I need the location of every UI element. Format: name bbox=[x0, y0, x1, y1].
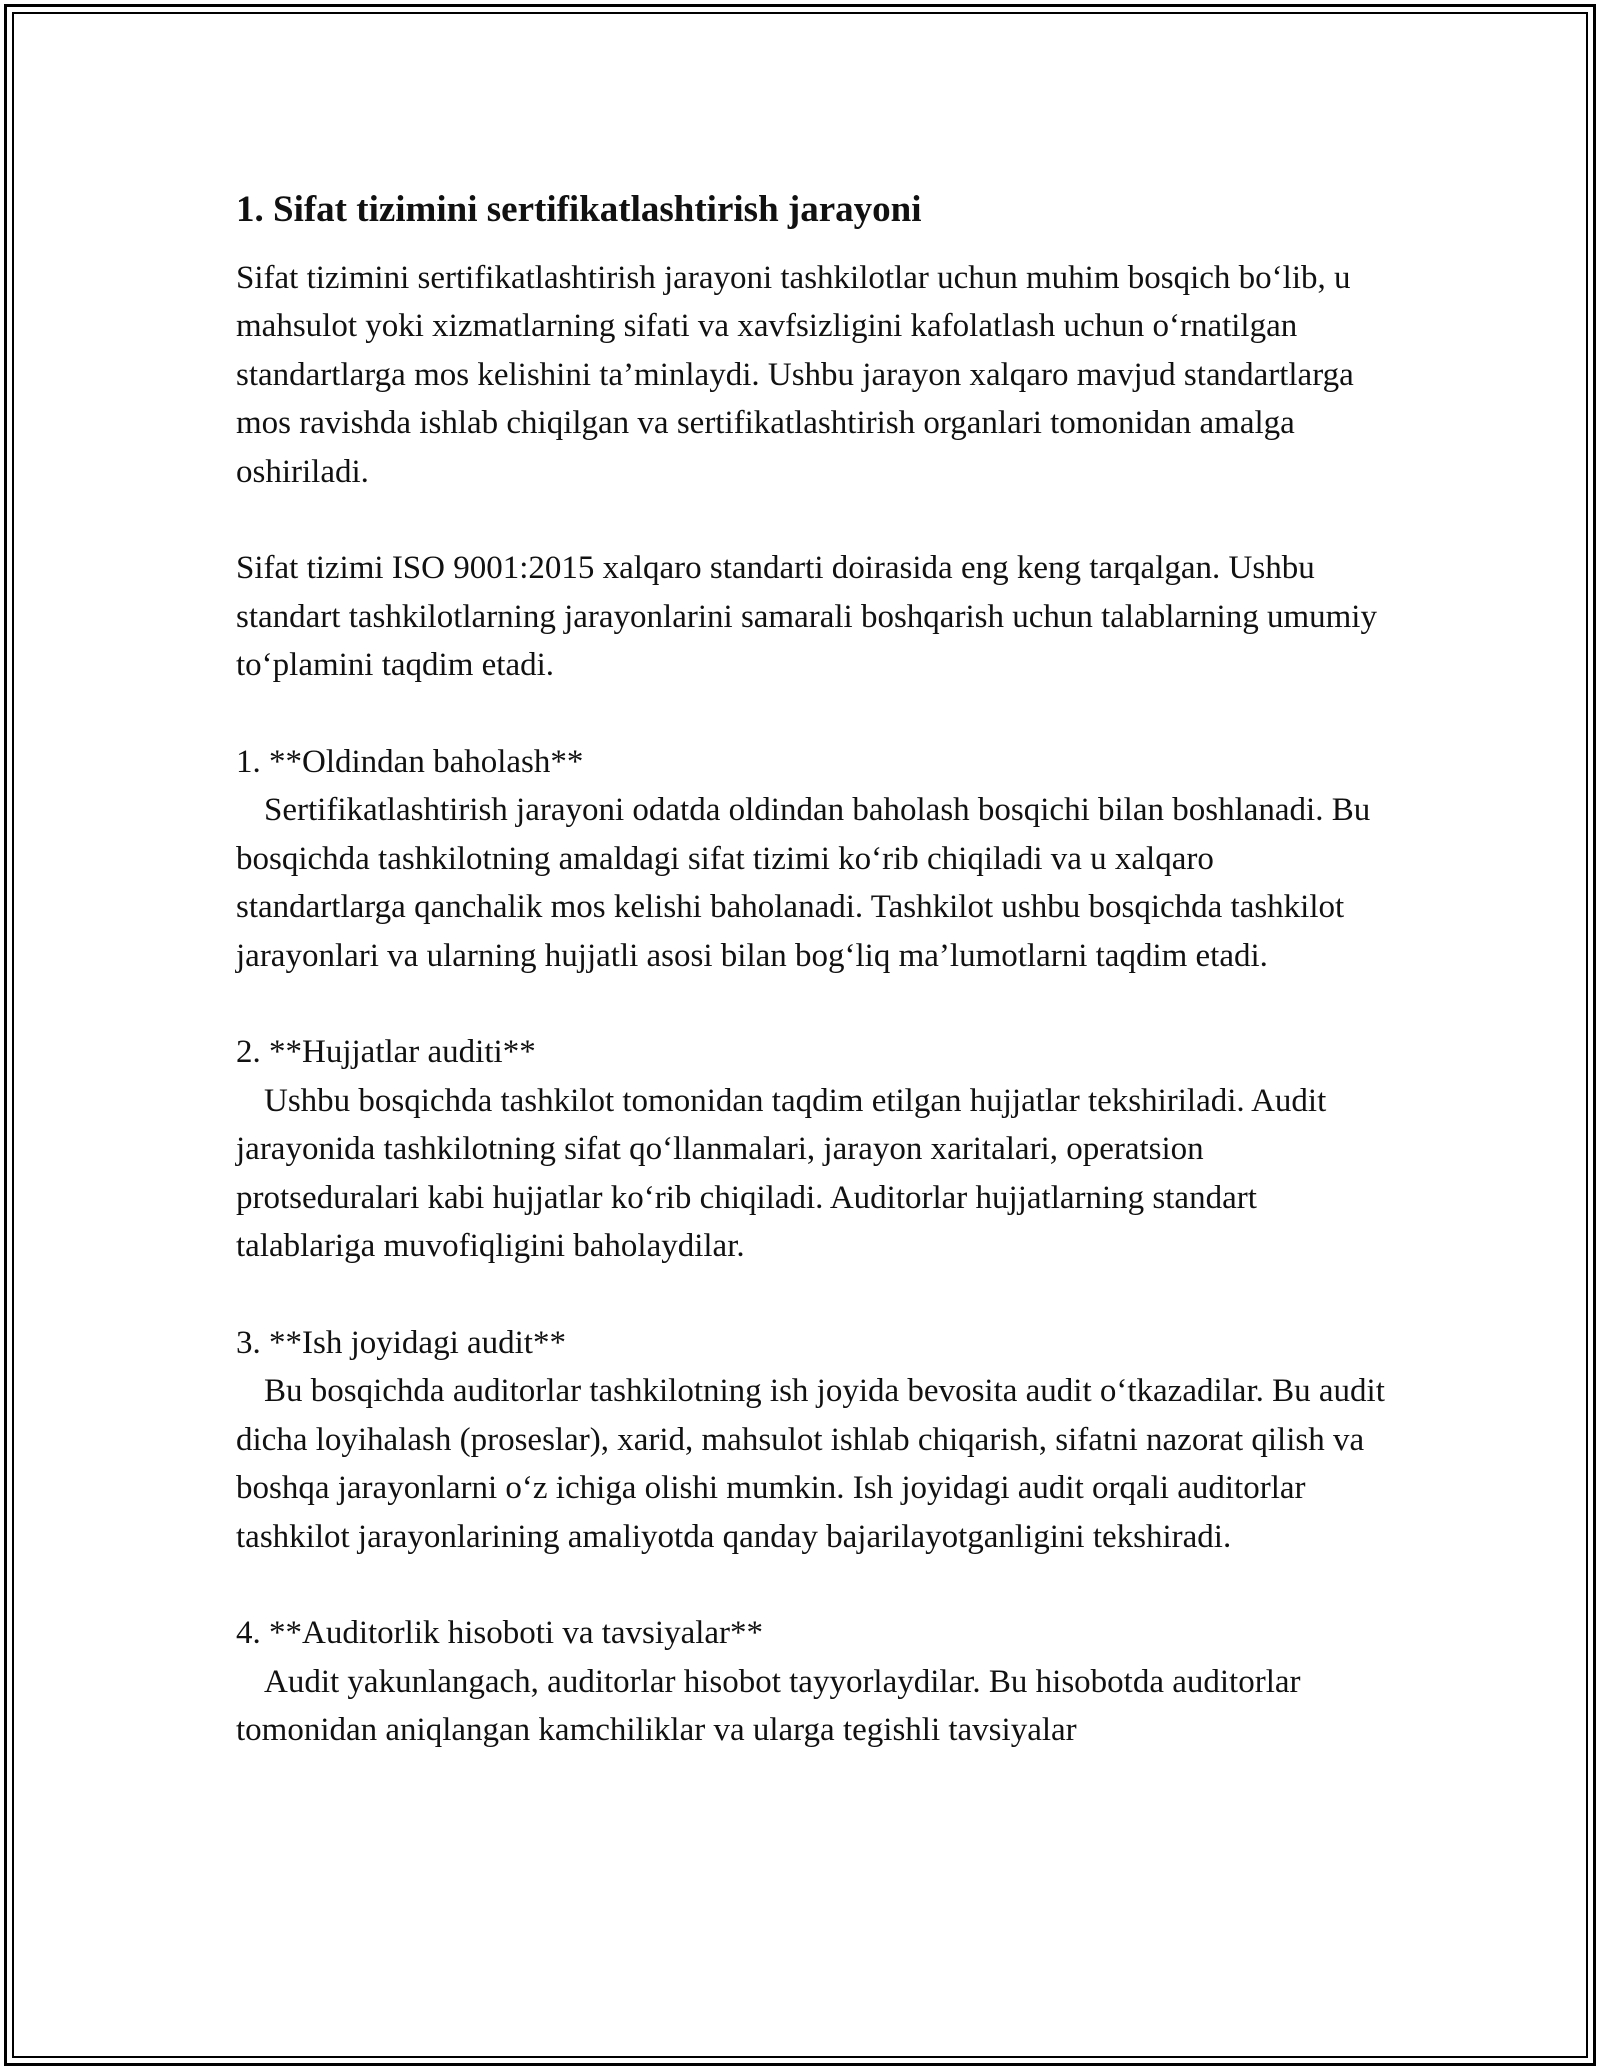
step-title-audit-report: 4. **Auditorlik hisoboti va tavsiyalar** bbox=[236, 1615, 764, 1652]
step-title-onsite-audit: 3. **Ish joyidagi audit** bbox=[236, 1324, 566, 1361]
step-title-document-audit: 2. **Hujjatlar auditi** bbox=[236, 1034, 536, 1071]
section-heading: 1. Sifat tizimini sertifikatlashtirish jarayoni bbox=[236, 189, 922, 230]
step-body-document-audit: Ushbu bosqichda tashkilot tomonidan taqdim etilgan hujjatlar tekshiriladi. Audit jarayonida tashkilotning sifat qo‘llanmalari, jarayon xaritalari, operatsion protseduralari kabi hujjatlar ko‘rib chiqiladi. Auditorlar hujjatlarning standart talablariga muvofiqligini baholaydilar. bbox=[236, 1082, 1327, 1265]
iso-paragraph: Sifat tizimi ISO 9001:2015 xalqaro standarti doirasida eng keng tarqalgan. Ushbu standart tashkilotlarning jarayonlarini samarali boshqarish uchun talablarning umumiy to‘plamini taqdim etadi. bbox=[236, 550, 1377, 684]
intro-paragraph: Sifat tizimini sertifikatlashtirish jarayoni tashkilotlar uchun muhim bosqich bo‘lib, u mahsulot yoki xizmatlarning sifati va xavfsizligini kafolatlash uchun o‘rnatilgan standartlarga mos kelishini ta’minlaydi. Ushbu jarayon xalqaro mavjud standartlarga mos ravishda ishlab chiqilgan va sertifikatlashtirish organlari tomonidan amalga oshiriladi. bbox=[236, 260, 1354, 490]
step-body-audit-report: Audit yakunlangach, auditorlar hisobot tayyorlaydilar. Bu hisobotda auditorlar tomonidan aniqlangan kamchiliklar va ularga tegishli tavsiyalar bbox=[236, 1663, 1301, 1749]
document-content bbox=[236, 186, 1386, 1755]
step-body-onsite-audit: Bu bosqichda auditorlar tashkilotning ish joyida bevosita audit o‘tkazadilar. Bu audit dicha loyihalash (proseslar), xarid, mahsulot ishlab chiqarish, sifatni nazorat qilish va boshqa jarayonlarni o‘z ichiga olishi mumkin. Ish joyidagi audit orqali auditorlar tashkilot jarayonlarining amaliyotda qanday bajarilayotganligini tekshiradi. bbox=[236, 1373, 1385, 1555]
step-body-pre-assessment: Sertifikatlashtirish jarayoni odatda oldindan baholash bosqichi bilan boshlanadi. Bu bosqichda tashkilotning amaldagi sifat tizimi ko‘rib chiqiladi va u xalqaro standartlarga qanchalik mos kelishi baholanadi. Tashkilot ushbu bosqichda tashkilot jarayonlari va ularning hujjatli asosi bilan bog‘liq ma’lumotlarni taqdim etadi. bbox=[236, 792, 1371, 974]
step-title-pre-assessment: 1. **Oldindan baholash** bbox=[236, 744, 584, 781]
